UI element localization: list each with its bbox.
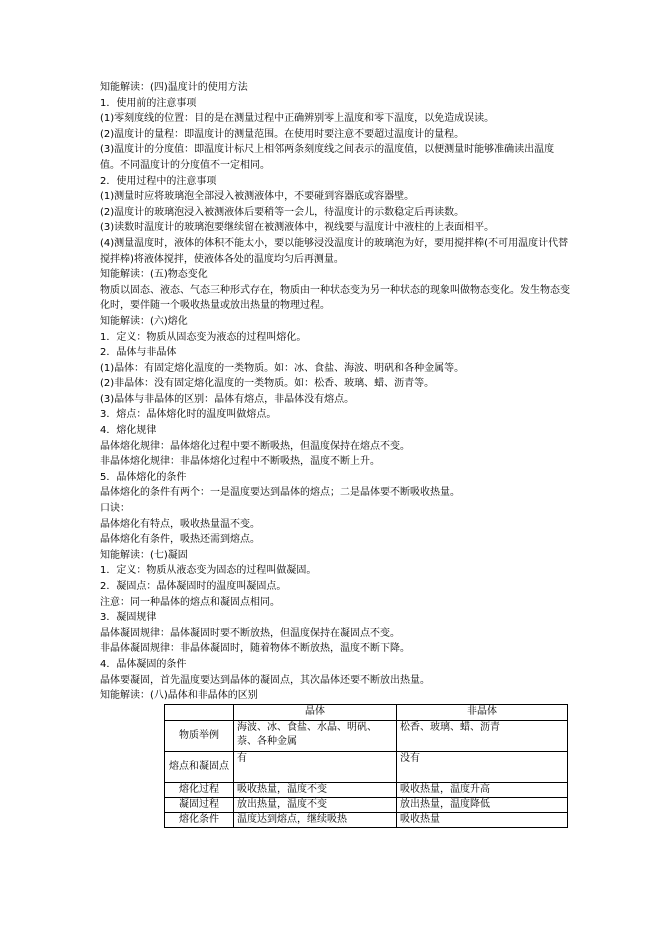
paragraph: 2．凝固点：晶体凝固时的温度叫凝固点。 [100, 581, 287, 592]
paragraph: 晶体熔化有条件，吸热还需到熔点。 [100, 534, 260, 546]
table-cell: 吸收热量，温度不变 [234, 782, 397, 797]
table-row [165, 720, 568, 751]
paragraph: (2)温度计的玻璃泡浸入被测液体后要稍等一会儿，待温度计的示数稳定后再读数。 [100, 206, 465, 218]
paragraph: (4)测量温度时，液体的体积不能太小，要以能够浸没温度计的玻璃泡为好，要用搅拌棒(不可用温度计代替搅拌棒)将液体搅拌，使液体各处的温度均匀后再测量。 [100, 237, 569, 265]
subheading: 4．熔化规律 [100, 425, 157, 437]
table-header-cell: 非晶体 [397, 704, 568, 720]
comparison-table-wrapper [164, 704, 570, 828]
paragraph: 1．定义：物质从固态变为液态的过程叫熔化。 [100, 331, 307, 343]
paragraph: 晶体熔化规律：晶体熔化过程中要不断吸热，但温度保持在熔点不变。 [100, 440, 410, 452]
section-heading: 知能解读：(六)熔化 [100, 315, 188, 327]
paragraph: 晶体凝固规律：晶体凝固时要不断放热，但温度保持在凝固点不变。 [100, 627, 400, 639]
section-heading: 知能解读：(四)温度计的使用方法 [100, 82, 248, 93]
table-cell: 没有 [397, 751, 568, 782]
table-cell: 放出热量，温度不变 [234, 797, 397, 812]
paragraph: 1．定义：物质从液态变为固态的过程叫做凝固。 [100, 565, 317, 577]
paragraph: (3)晶体与非晶体的区别：晶体有熔点，非晶体没有熔点。 [100, 393, 355, 405]
table-cell: 放出热量，温度降低 [397, 797, 568, 812]
section-heading: 知能解读：(五)物态变化 [100, 269, 208, 281]
table-row [165, 797, 568, 812]
paragraph: 非晶体凝固规律：非晶体凝固时，随着物体不断放热，温度不断下降。 [100, 643, 410, 655]
table-header-row [165, 704, 568, 720]
paragraph: (1)测量时应将玻璃泡全部浸入被测液体中，不要碰到容器底或容器壁。 [100, 191, 415, 203]
paragraph: (1)晶体：有固定熔化温度的一类物质。如：冰、食盐、海波、明矾和各种金属等。 [100, 362, 465, 374]
paragraph: (3)温度计的分度值：即温度计标尺上相邻两条刻度线之间表示的温度值，以便测量时能够准确读出温度值。不同温度计的分度值不一定相同。 [100, 144, 555, 171]
table-header-cell: 晶体 [234, 704, 397, 720]
row-header-cell: 熔化过程 [165, 782, 234, 797]
table-cell: 海波、冰、食盐、水晶、明矾、萘、各种金属 [234, 720, 397, 751]
subheading: 2．使用过程中的注意事项 [100, 175, 217, 187]
paragraph: (2)非晶体：没有固定熔化温度的一类物质。如：松香、玻璃、蜡、沥青等。 [100, 378, 435, 390]
paragraph: 晶体熔化的条件有两个：一是温度要达到晶体的熔点；二是晶体要不断吸收热量。 [100, 487, 460, 499]
subheading: 2．晶体与非晶体 [100, 347, 177, 359]
crystal-comparison-table [164, 704, 568, 828]
paragraph: (1)零刻度线的位置：目的是在测量过程中正确辨别零上温度和零下温度，以免造成误读。 [100, 113, 495, 125]
subheading: 4．晶体凝固的条件 [100, 658, 187, 670]
paragraph: (3)读数时温度计的玻璃泡要继续留在被测液体中，视线要与温度计中液柱的上表面相平。 [100, 222, 495, 234]
table-row [165, 812, 568, 827]
paragraph: 注意：同一种晶体的熔点和凝固点相同。 [100, 596, 280, 608]
paragraph: 口诀： [100, 503, 130, 515]
row-header-cell: 凝固过程 [165, 797, 234, 812]
table-cell: 松香、玻璃、蜡、沥青 [397, 720, 568, 751]
paragraph: 3．熔点：晶体熔化时的温度叫做熔点。 [100, 409, 277, 421]
section-heading: 知能解读：(八)晶体和非晶体的区别 [100, 690, 258, 702]
section-heading: 知能解读：(七)凝固 [100, 549, 188, 561]
table-cell: 吸收热量 [397, 812, 568, 827]
table-row [165, 751, 568, 782]
subheading: 1．使用前的注意事项 [100, 97, 197, 109]
table-cell: 温度达到熔点，继续吸热 [234, 812, 397, 827]
paragraph: 晶体熔化有特点，吸收热量温不变。 [100, 518, 260, 530]
table-cell: 有 [234, 751, 397, 782]
document-body [100, 80, 570, 828]
subheading: 3．凝固规律 [100, 612, 157, 624]
table-row [165, 782, 568, 797]
paragraph: 晶体要凝固，首先温度要达到晶体的凝固点，其次晶体还要不断放出热量。 [100, 674, 430, 686]
subheading: 5．晶体熔化的条件 [100, 471, 187, 483]
table-header-cell [165, 704, 234, 720]
row-header-cell: 熔化条件 [165, 812, 234, 827]
paragraph: 非晶体熔化规律：非晶体熔化过程中不断吸热，温度不断上升。 [100, 456, 380, 468]
row-header-cell: 物质举例 [165, 720, 234, 751]
row-header-cell: 熔点和凝固点 [165, 751, 234, 782]
paragraph: (2)温度计的量程：即温度计的测量范围。在使用时要注意不要超过温度计的量程。 [100, 128, 465, 140]
table-cell: 吸收热量，温度升高 [397, 782, 568, 797]
paragraph: 物质以固态、液态、气态三种形式存在，物质由一种状态变为另一种状态的现象叫做物态变化。发生物态变化时，要伴随一个吸收热量或放出热量的物理过程。 [100, 284, 570, 312]
